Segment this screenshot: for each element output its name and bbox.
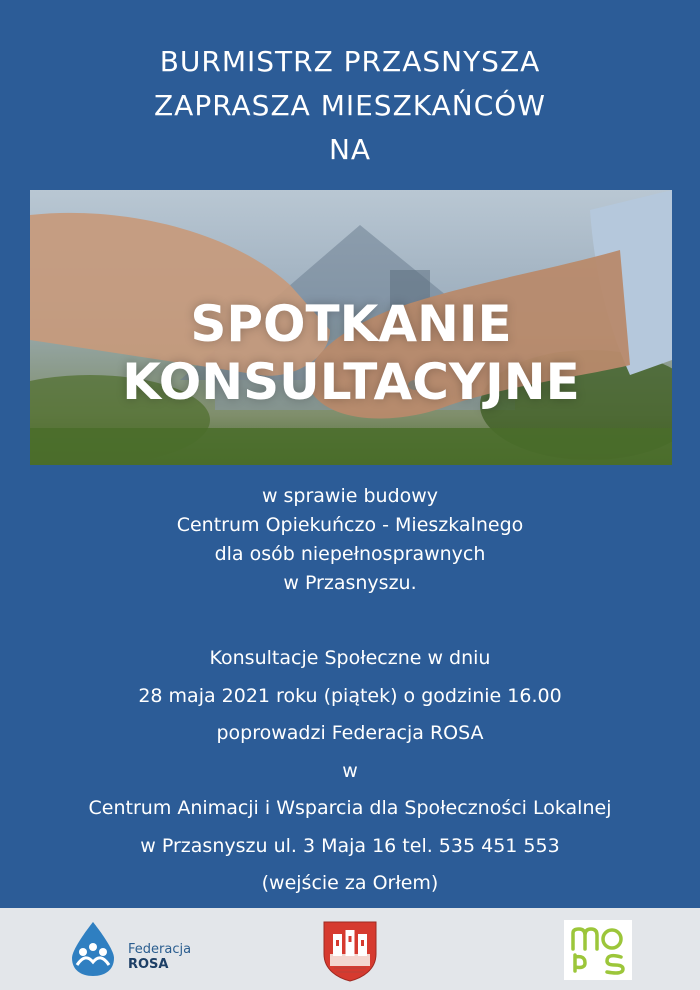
event-details — [0, 640, 700, 903]
event-title-line-1: SPOTKANIE — [190, 295, 512, 353]
details-entrance-note: (wejście za Orłem) — [261, 872, 439, 894]
details-venue: Centrum Animacji i Wsparcia dla Społeczności Lokalnej — [88, 797, 612, 819]
details-line-1: Konsultacje Społeczne w dniu — [209, 647, 491, 669]
handshake-photo — [30, 190, 672, 465]
details-line-4: w — [342, 759, 358, 782]
federacja-rosa-logo — [68, 918, 208, 980]
rosa-label-2: ROSA — [128, 957, 169, 972]
subject-line-2: Centrum Opiekuńczo - Mieszkalnego — [176, 514, 524, 536]
header-line-2: ZAPRASZA MIESZKAŃCÓW — [153, 89, 546, 122]
subject-line-4: w Przasnyszu. — [283, 572, 417, 594]
event-subject — [0, 482, 700, 598]
subject-line-3: dla osób niepełnosprawnych — [214, 543, 486, 565]
invitation-header — [0, 40, 700, 172]
details-address: w Przasnyszu ul. 3 Maja 16 tel. 535 451 553 — [140, 834, 560, 857]
details-host: poprowadzi Federacja ROSA — [216, 722, 484, 744]
przasnysz-coat-of-arms — [322, 920, 378, 982]
water-drop-icon — [68, 920, 118, 978]
mops-logo — [563, 919, 633, 981]
rosa-label-1: Federacja — [128, 942, 192, 957]
details-date: 28 maja 2021 roku (piątek) o godzinie 16.00 — [138, 684, 562, 707]
event-title — [30, 295, 672, 411]
footer-logos — [0, 908, 700, 990]
header-line-1: BURMISTRZ PRZASNYSZA — [159, 45, 541, 78]
header-line-3: NA — [328, 133, 372, 166]
subject-line-1: w sprawie budowy — [261, 485, 439, 507]
event-title-line-2: KONSULTACYJNE — [122, 353, 580, 411]
